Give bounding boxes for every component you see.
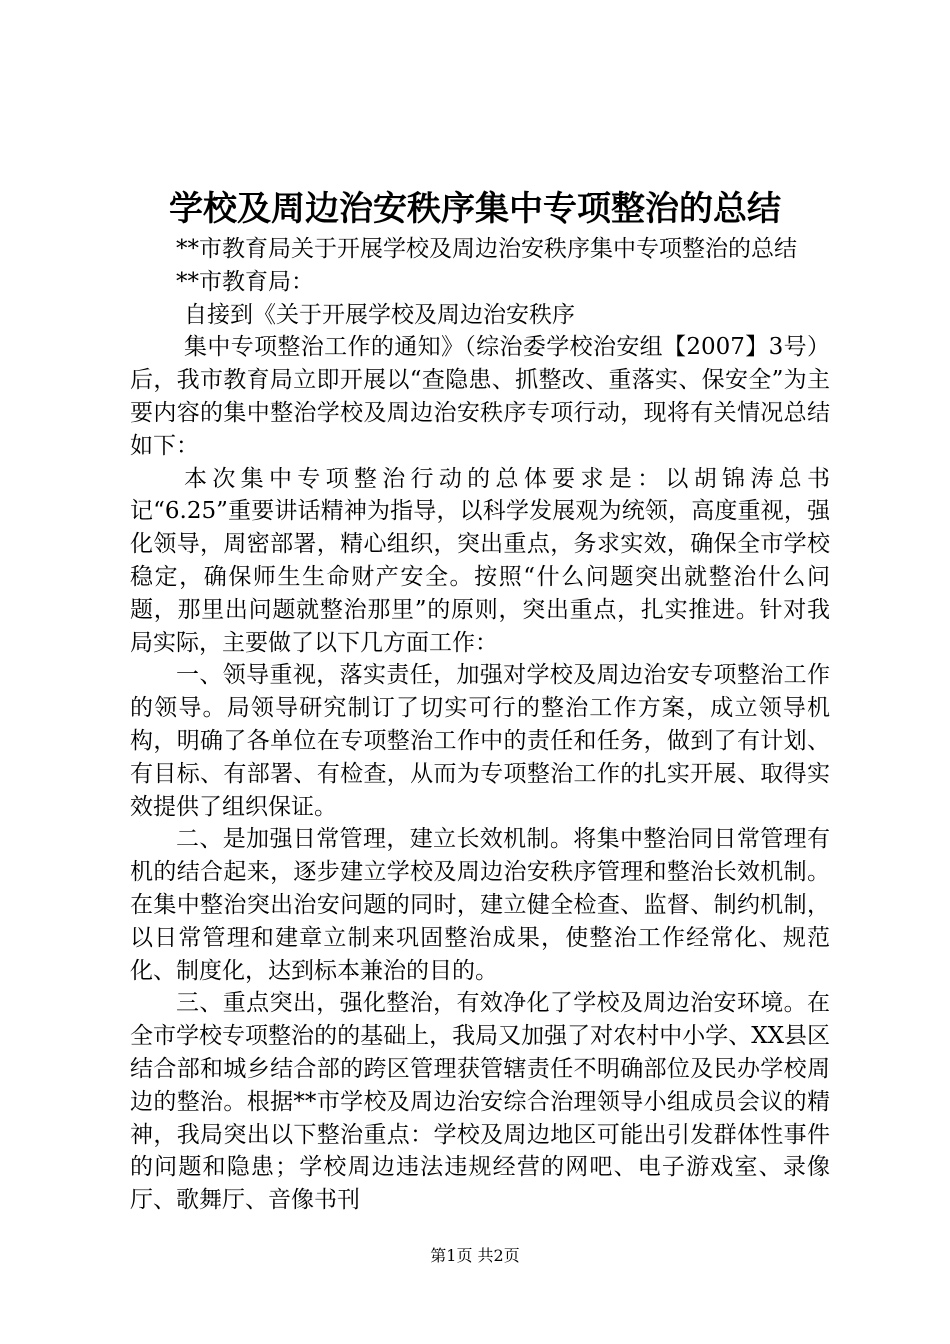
paragraph-section-2: 二、是加强日常管理，建立长效机制。将集中整治同日常管理有机的结合起来，逐步建立学校及周边治安秩序管理和整治长效机制。在集中整治突出治安问题的同时，建立健全检查、监督、制约机制，以日常管理和建章立制来巩固整治成果，使整治工作经常化、规范化、制度化，达到标本兼治的目的。 — [130, 826, 830, 984]
paragraph-intro: 集中专项整治工作的通知》（综治委学校治安组【2007】3号）后，我市教育局立即开展以“查隐患、抓整改、重落实、保安全”为主要内容的集中整治学校及周边治安秩序专项行动，现将有关情况总结如下： — [130, 334, 830, 459]
paragraph-intro-line: 自接到《关于开展学校及周边治安秩序 — [184, 301, 575, 328]
paragraph-section-1: 一、领导重视，落实责任，加强对学校及周边治安专项整治工作的领导。局领导研究制订了切实可行的整治工作方案，成立领导机构，明确了各单位在专项整治工作中的责任和任务，做到了有计划、有目标、有部署、有检查，从而为专项整治工作的扎实开展、取得实效提供了组织保证。 — [130, 662, 830, 820]
paragraph-heading: **市教育局关于开展学校及周边治安秩序集中专项整治的总结 — [176, 236, 797, 262]
document-title: 学校及周边治安秩序集中专项整治的总结 — [169, 189, 781, 229]
document-body — [130, 233, 830, 1217]
page-indicator: 第1页 共2页 — [430, 1246, 520, 1265]
paragraph-section-3: 三、重点突出，强化整治，有效净化了学校及周边治安环境。在全市学校专项整治的的基础上，我局又加强了对农村中小学、XX县区结合部和城乡结合部的跨区管理获管辖责任不明确部位及民办学校周边的整治。根据**市学校及周边治安综合治理领导小组成员会议的精神，我局突出以下整治重点：学校及周边地区可能出引发群体性事件的问题和隐患；学校周边违法违规经营的网吧、电子游戏室、录像厅、歌舞厅、音像书刊 — [130, 990, 830, 1214]
paragraph-requirements: 本次集中专项整治行动的总体要求是：以胡锦涛总书记“6.25”重要讲话精神为指导，以科学发展观为统领，高度重视，强化领导，周密部署，精心组织，突出重点，务求实效，确保全市学校稳定，确保师生生命财产安全。按照“什么问题突出就整治什么问题，那里出问题就整治那里”的原则，突出重点，扎实推进。针对我局实际，主要做了以下几方面工作： — [130, 465, 830, 656]
paragraph-salutation: **市教育局： — [176, 268, 314, 295]
